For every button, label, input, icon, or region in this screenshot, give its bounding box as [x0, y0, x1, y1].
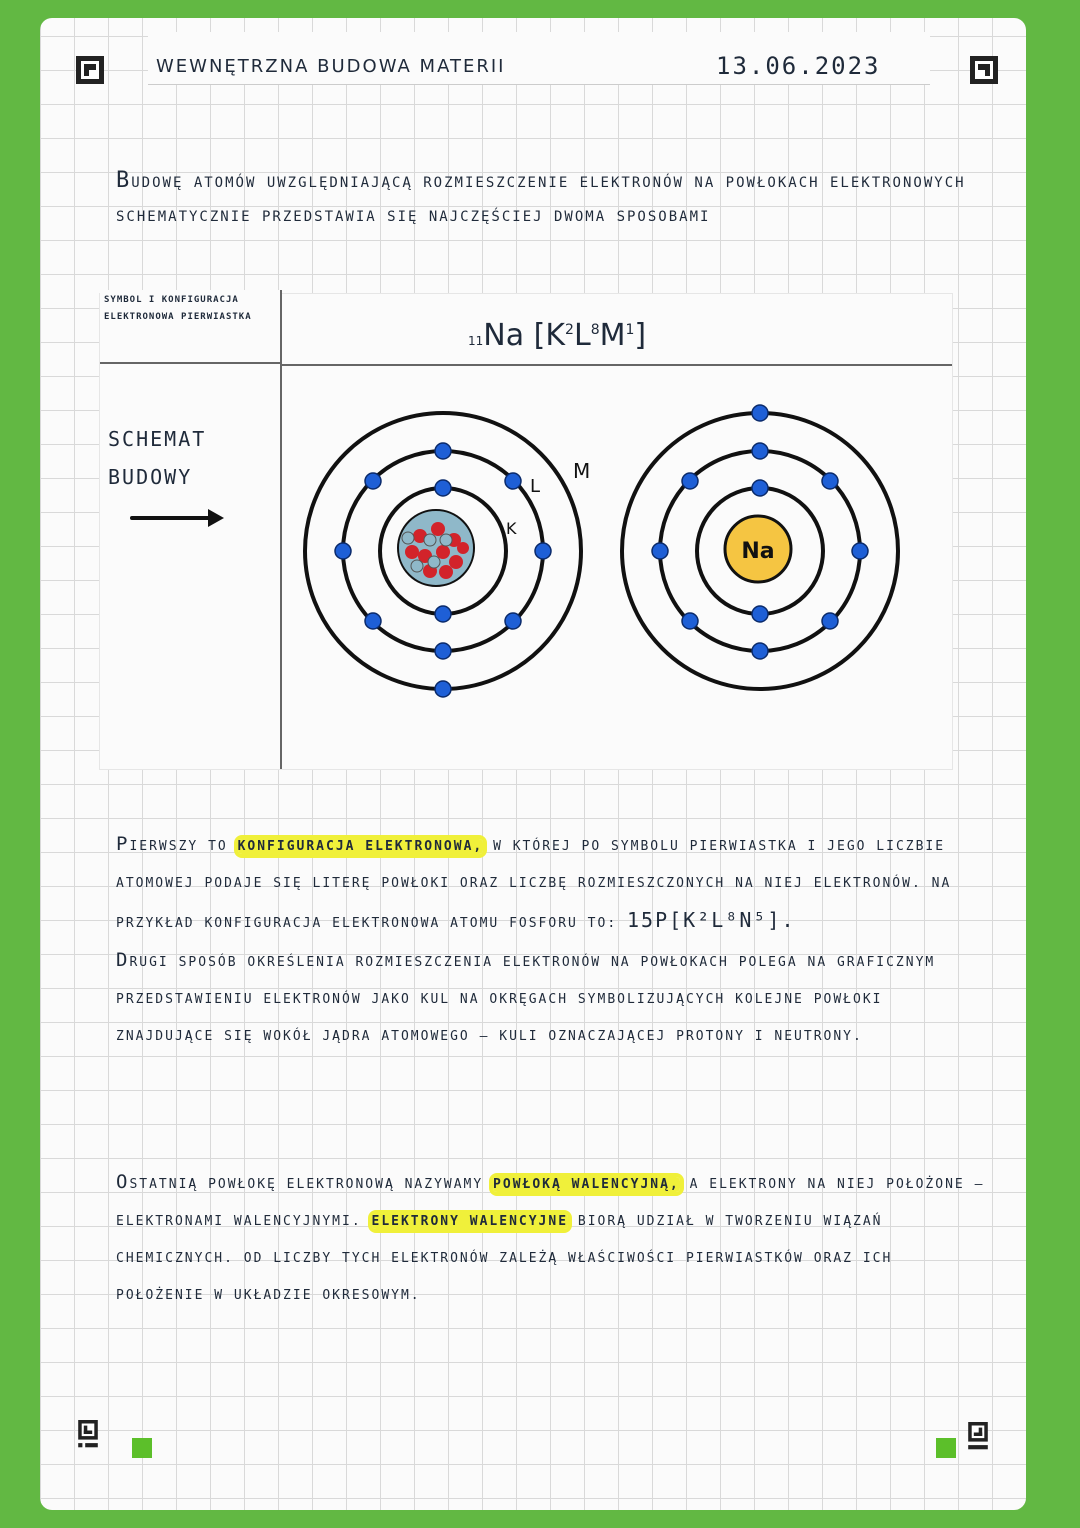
- shell-m-label: M: [573, 459, 591, 483]
- formula-l-count: 8: [590, 322, 600, 338]
- intro-first-letter: B: [116, 168, 132, 193]
- nucleus-symbol: Na: [741, 539, 775, 564]
- p2-first-letter: O: [116, 1171, 130, 1193]
- nucleus: [398, 510, 474, 586]
- shell-l-label: L: [530, 476, 541, 497]
- highlight-electron-configuration: KONFIGURACJA ELEKTRONOWA,: [237, 839, 484, 854]
- p1-first-letter: P: [116, 833, 130, 855]
- highlight-valence-electrons: ELEKTRONY WALENCYJNE: [371, 1214, 569, 1229]
- formula-m-count: 1: [625, 322, 635, 338]
- formula-k-count: 2: [565, 322, 574, 338]
- page-title: WEWNĘTRZNA BUDOWA MATERII: [156, 56, 506, 77]
- symbol-label-text: SYMBOL I KONFIGURACJA ELEKTRONOWA PIERWIASTKA: [104, 295, 252, 322]
- formula-close: ]: [634, 318, 647, 353]
- phosphorus-example: 15P[K²L⁸N⁵].: [627, 908, 796, 932]
- formula-m-label: M: [599, 318, 626, 353]
- schemat-line-1: SCHEMAT: [108, 427, 207, 451]
- green-marker-left: [132, 1438, 152, 1458]
- atom-models: [280, 366, 948, 766]
- corner-logo-top-right-icon: [970, 56, 998, 84]
- paragraph-valence: [116, 1164, 986, 1314]
- p1-text-a: IERWSZY TO: [129, 839, 228, 854]
- shell-k-label: K: [506, 519, 517, 538]
- paragraph-configuration: [116, 826, 986, 1055]
- p1-text-c: RUGI SPOSÓB OKREŚLENIA ROZMIESZCZENIA ELEKTRONÓW NA POWŁOKACH POLEGA NA GRAFICZNYM PRZEDSTAWIENIU ELEKTRONÓW JAKO KUL NA OKRĘGACH SYMBOLIZUJĄCYCH KOLEJNE POWŁOKI ZNAJDUJĄCE SIĘ WOKÓŁ JĄDRA ATOMOWEGO — KULI OZNACZAJĄCEJ PROTONY I NEUTRONY.: [116, 955, 936, 1044]
- sodium-configuration: [468, 318, 646, 353]
- atom-model-right: [622, 405, 898, 689]
- corner-logo-top-left-icon: [76, 56, 104, 84]
- p1-second-letter: D: [116, 949, 130, 971]
- formula-open: [K: [533, 318, 566, 353]
- green-marker-right: [936, 1438, 956, 1458]
- intro-text: UDOWĘ ATOMÓW UWZGLĘDNIAJĄCĄ ROZMIESZCZENIE ELEKTRONÓW NA POWŁOKACH ELEKTRONOWYCH SCHEMATYCZNIE PRZEDSTAWIA SIĘ NAJCZĘŚCIEJ DWOMA SPOSOBAMI: [116, 175, 966, 225]
- corner-logo-bottom-right-icon: [964, 1422, 992, 1450]
- notebook-page: [40, 18, 1026, 1510]
- right-arrow-icon: [130, 506, 226, 530]
- formula-symbol: Na: [483, 318, 525, 353]
- formula-l-label: L: [573, 318, 591, 353]
- formula-atomic-number: 11: [468, 334, 484, 348]
- intro-paragraph: [116, 164, 976, 234]
- p2-text-b: A ELEKTRONY NA NIEJ POŁOŻONE — ELEKTRONAMI WALENCYJNYMI.: [116, 1177, 985, 1229]
- highlight-valence-shell: POWŁOKĄ WALENCYJNĄ,: [493, 1177, 680, 1192]
- atom-model-left: [305, 413, 590, 697]
- schemat-line-2: BUDOWY: [108, 465, 193, 489]
- p1-text-b: W KTÓREJ PO SYMBOLU PIERWIASTKA I JEGO LICZBIE ATOMOWEJ PODAJE SIĘ LITERĘ POWŁOKI ORAZ LICZBĘ ROZMIESZCZONYCH NA NIEJ ELEKTRONÓW. NA PRZYKŁAD KONFIGURACJA ELEKTRONOWA ATOMU FOSFORU TO:: [116, 839, 952, 931]
- corner-logo-bottom-left-icon: [74, 1420, 102, 1448]
- p2-text-a: STATNIĄ POWŁOKĘ ELEKTRONOWĄ NAZYWAMY: [129, 1177, 484, 1192]
- page-date: 13.06.2023: [716, 52, 881, 80]
- p2-text-c: BIORĄ UDZIAŁ W TWORZENIU WIĄZAŃ CHEMICZNYCH. OD LICZBY TYCH ELEKTRONÓW ZALEŻĄ WŁAŚCIWOŚCI PIERWIASTKÓW ORAZ ICH POŁOŻENIE W UKŁADZIE OKRESOWYM.: [116, 1214, 893, 1303]
- schemat-label: [108, 420, 206, 496]
